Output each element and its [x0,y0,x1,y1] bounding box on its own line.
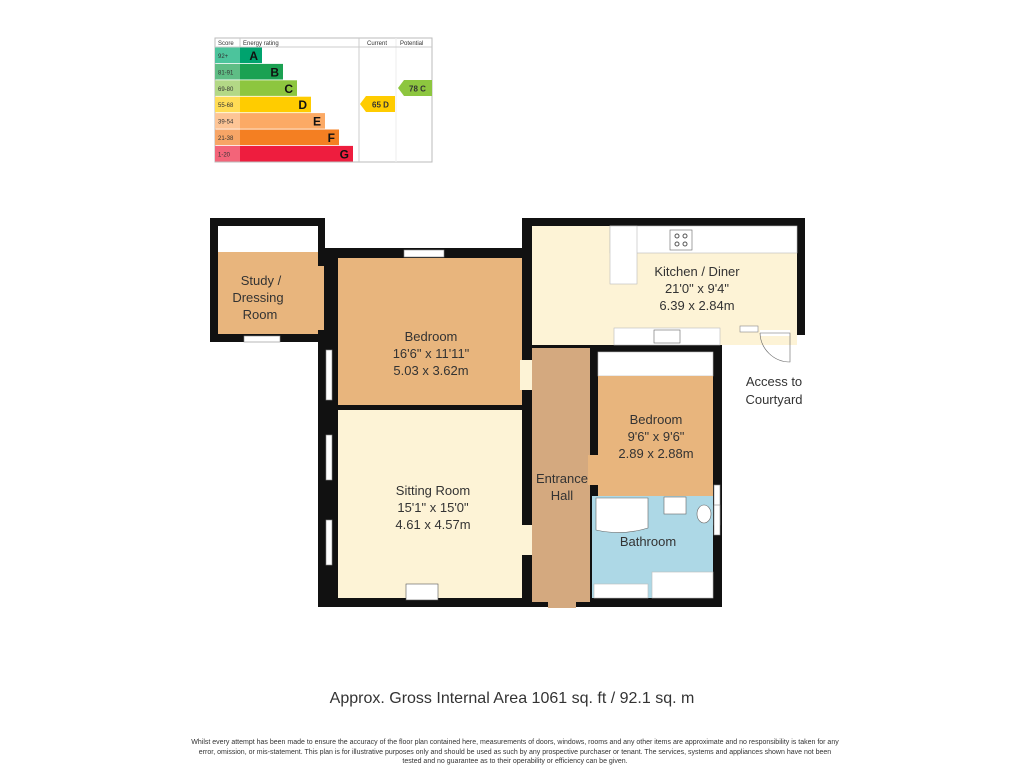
front-door[interactable] [548,600,576,608]
epc-score-label: 81-91 [218,70,234,77]
basin [664,497,686,514]
bedroom1-name: Bedroom [404,329,458,344]
epc-header-score: Score [218,41,234,47]
gross-internal-area: Approx. Gross Internal Area 1061 sq. ft / 92.1 sq. m [329,690,695,707]
window [404,250,444,257]
bedroom2-metric: 2.89 x 2.88m [618,446,694,461]
worktop [610,226,797,253]
bedroom1-imperial: 16'6" x 11'11" [392,346,470,361]
epc-band-bar-G [240,146,353,162]
window [326,520,332,565]
epc-score-label: 21-38 [218,136,234,142]
epc-score-label: 39-54 [218,119,234,126]
epc-band-letter: F [327,131,335,145]
study-label-1: Study / [240,273,282,288]
epc-current-label: 65 D [372,100,389,110]
kitchen-metric: 6.39 x 2.84m [659,298,735,313]
epc-band-letter: C [284,81,293,96]
window [740,326,758,332]
sitting-imperial: 15'1" x 15'0" [397,500,469,515]
epc-band-letter: G [339,147,349,162]
epc-band-letter: B [270,65,279,80]
kitchen-name: Kitchen / Diner [654,264,740,279]
bedroom2-imperial: 9'6" x 9'6" [627,429,685,444]
sink [654,330,680,343]
hall-label-2: Hall [550,488,574,503]
bathroom-name: Bathroom [619,534,677,549]
hob [670,230,692,250]
sitting-metric: 4.61 x 4.57m [395,517,471,532]
epc-score-label: 1-20 [218,152,231,159]
epc-score-label: 55-68 [218,103,234,110]
window [326,435,332,480]
disclaimer: Whilst every attempt has been made to ensure the accuracy of the floor plan contained here, measurements of doors, windows, rooms and any other items are approximate and no responsibility is taken for any error, omission, or mis-statement. This plan is for illustrative purposes only and should be used as such by any prospective purchaser or tenant. The services, systems and appliances shown have not been tested and no guarantee as to their operability or efficiency can be given. [191,739,839,765]
sitting-name: Sitting Room [395,483,471,498]
epc-potential-label: 78 C [409,84,426,94]
epc-band-letter: E [312,114,321,129]
hall-label-1: Entrance [535,471,589,486]
epc-band-letter: D [298,98,307,113]
epc-header-rating: Energy rating [243,41,279,47]
toilet [697,505,711,523]
courtyard-label-2: Courtyard [745,392,803,407]
fireplace [406,584,438,600]
epc-score-label: 92+ [218,54,229,60]
courtyard-label-1: Access to [745,374,803,389]
epc-chart [215,38,432,162]
bath [596,498,648,533]
epc-band-letter: A [249,49,258,63]
window [714,505,720,535]
window [244,336,280,342]
wardrobes [598,352,713,376]
study-label-3: Room [242,307,278,322]
epc-header-potential: Potential [400,41,424,47]
study-label-2: Dressing [232,290,284,305]
epc-score-label: 69-80 [218,86,234,93]
epc-header-current: Current [367,41,388,47]
window [326,350,332,400]
kitchen-imperial: 21'0" x 9'4" [664,281,730,296]
epc-band-bar-F [240,130,339,146]
bedroom2-name: Bedroom [629,412,683,427]
bedroom1-metric: 5.03 x 3.62m [393,363,469,378]
